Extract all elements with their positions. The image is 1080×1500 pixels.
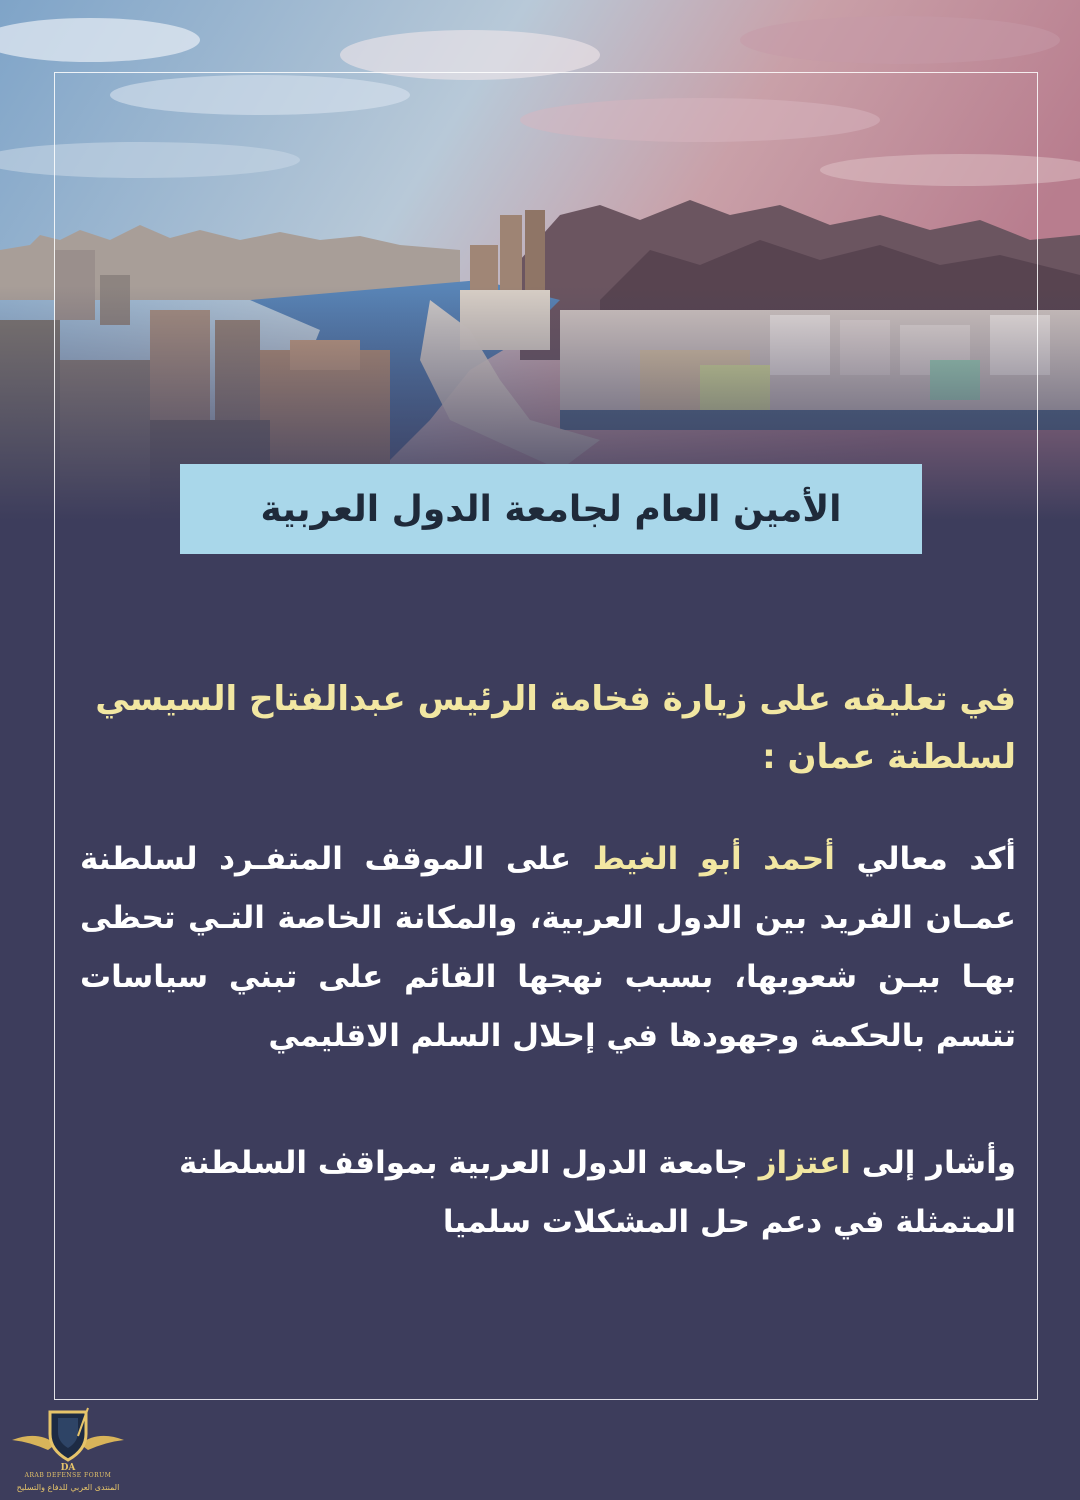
logo-name-ar: المنتدى العربي للدفاع والتسليح bbox=[16, 1483, 120, 1492]
paragraph-2-body: جامعة الدول العربية بمواقف السلطنة المتمثلة في دعم حل المشكلات سلميا bbox=[178, 1145, 1016, 1240]
paragraph-2 bbox=[80, 1134, 1016, 1252]
shield-wings-icon bbox=[8, 1400, 128, 1472]
paragraph-1-body: على الموقف المتفـرد لسلطنة عمـان الفريد بين الدول العربية، والمكانة الخاصة التـي تحظى بهـا بيـن شعوبها، بسبب نهجها القائم على تبني سياسات تتسم بالحكمة وجهودها في إحلال السلم الاقليمي bbox=[80, 841, 1016, 1054]
paragraph-2-lead: وأشار إلى bbox=[861, 1145, 1016, 1181]
paragraph-2-highlight: اعتزاز bbox=[758, 1145, 851, 1181]
logo-initials: DA bbox=[60, 1463, 76, 1472]
intro-text: في تعليقه على زيارة فخامة الرئيس عبدالفتاح السيسي لسلطنة عمان : bbox=[95, 679, 1016, 777]
paragraph-1-lead: أكد معالي bbox=[856, 841, 1016, 877]
paragraph-1-highlight: أحمد أبو الغيط bbox=[592, 841, 835, 877]
logo-name-en: ARAB DEFENSE FORUM bbox=[24, 1472, 112, 1479]
arab-defense-forum-logo bbox=[8, 1400, 128, 1500]
title-banner bbox=[180, 464, 922, 554]
hero-cityscape-image bbox=[0, 0, 1080, 520]
paragraph-1 bbox=[80, 830, 1016, 1066]
page-title: الأمين العام لجامعة الدول العربية bbox=[260, 488, 842, 530]
